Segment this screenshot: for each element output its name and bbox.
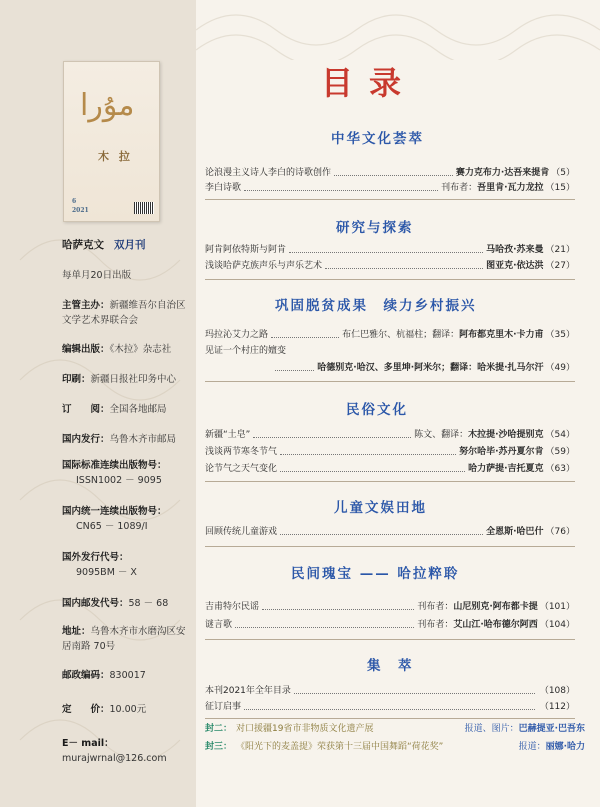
cover-note[interactable]: 封二： 对口援疆19省市非物质文化遗产展 报道、图片： 巴赫提亚·巴吾东	[205, 724, 585, 734]
toc-entry[interactable]: 浅谈哈萨克族声乐与声乐艺术 图亚克·依达洪 （27）	[205, 261, 575, 271]
masthead-language: 哈萨克文	[62, 239, 104, 251]
masthead-panel	[0, 0, 196, 807]
masthead-row: 国内发行：乌鲁木齐市邮局	[62, 434, 177, 445]
masthead-row: 国外发行代号： 9095BM － X	[62, 552, 137, 578]
toc-entry[interactable]: 见证一个村庄的嬗变	[205, 346, 287, 356]
masthead-email: E－ mail：murajwrnal@126.com	[62, 738, 167, 764]
cover-issue	[72, 197, 89, 215]
divider	[205, 718, 575, 719]
toc-entry[interactable]: 李白诗歌 刊布者： 吾里肯·瓦力龙拉 （15）	[205, 183, 575, 193]
section-title: 集 萃	[367, 658, 414, 674]
masthead-row: 编辑出版：《木拉》杂志社	[62, 344, 172, 355]
masthead-row: 定 价：10.00元	[62, 704, 147, 715]
divider	[205, 199, 575, 200]
toc-entry[interactable]: 征订启事 （112）	[205, 702, 575, 712]
section-title: 巩固脱贫成果 续力乡村振兴	[275, 298, 477, 314]
masthead-row: 国内邮发代号：58 － 68	[62, 598, 169, 609]
toc-entry[interactable]: 论浪漫主义诗人李白的诗歌创作 赛力克布力·达吾来提肯 （5）	[205, 168, 575, 178]
ornament-pattern-top	[196, 0, 600, 60]
toc-entry[interactable]: 哈德别克·哈汉、多里坤·阿米尔；翻译：哈米提·扎马尔汗 （49）	[205, 361, 575, 375]
toc-entry[interactable]: 新疆“土皂” 陈文、翻译： 木拉提·沙哈提别克 （54）	[205, 430, 575, 440]
section-title: 研究与探索	[336, 220, 414, 236]
cover-issue-number: 6	[72, 198, 77, 205]
masthead-row: 订 阅：全国各地邮局	[62, 404, 167, 415]
masthead-publish-date: 每单月20日出版	[62, 270, 132, 281]
barcode-icon	[134, 202, 154, 214]
masthead-header	[62, 238, 190, 253]
section-title: 中华文化荟萃	[331, 131, 424, 147]
masthead-row: 主管主办：新疆维吾尔自治区文学艺术界联合会	[62, 300, 186, 326]
cover-issue-year: 2021	[72, 207, 89, 214]
divider	[205, 639, 575, 640]
toc-title: 目录	[321, 64, 418, 102]
toc-entry[interactable]: 论节气之天气变化 哈力萨提·吉托夏克 （63）	[205, 464, 575, 474]
toc-entry[interactable]: 浅谈两节寒冬节气 努尔哈毕·苏丹夏尔肯 （59）	[205, 447, 575, 457]
toc-entry[interactable]: 玛拉沁艾力之路 布仁巴雅尔、杭福柱；翻译： 阿布都克里木·卡力甫 （35）	[205, 330, 575, 340]
toc-entry[interactable]: 吉甫特尔民谣 刊布者： 山尼别克·阿布都卡提 （101）	[205, 602, 575, 612]
divider	[205, 381, 575, 382]
section-title: 民间瑰宝 —— 哈拉粹聆	[291, 566, 460, 582]
magazine-cover	[63, 61, 160, 222]
masthead-frequency: 双月刊	[114, 239, 146, 251]
cover-arabic-title: مۇرا	[80, 88, 135, 123]
masthead-row: 地址：乌鲁木齐市水磨沟区安居南路 70号	[62, 626, 186, 652]
cover-chinese-title: 木 拉	[98, 150, 133, 163]
divider	[205, 546, 575, 547]
section-title: 儿童文娱田地	[334, 500, 427, 516]
masthead-row: 国际标准连续出版物号： ISSN1002 － 9095	[62, 460, 167, 486]
toc-entry[interactable]: 本刊2021年全年目录 （108）	[205, 686, 575, 696]
masthead-row: 邮政编码：830017	[62, 670, 146, 681]
masthead-row: 国内统一连续出版物号： CN65 － 1089/I	[62, 506, 167, 532]
cover-note[interactable]: 封三： 《阳光下的麦盖提》荣获第十三届中国舞蹈“荷花奖” 报道： 丽娜·哈力	[205, 742, 585, 752]
toc-entry[interactable]: 谜言歌 刊布者： 艾山江·哈布德尔阿西 （104）	[205, 620, 575, 630]
divider	[205, 481, 575, 482]
masthead-row: 印刷：新疆日报社印务中心	[62, 374, 177, 385]
toc-entry[interactable]: 阿肯阿依特斯与阿肯 马哈孜·苏来曼 （21）	[205, 245, 575, 255]
toc-entry[interactable]: 回顾传统儿童游戏 全恩斯·哈巴什 （76）	[205, 527, 575, 537]
divider	[205, 279, 575, 280]
section-title: 民俗文化	[346, 402, 408, 418]
